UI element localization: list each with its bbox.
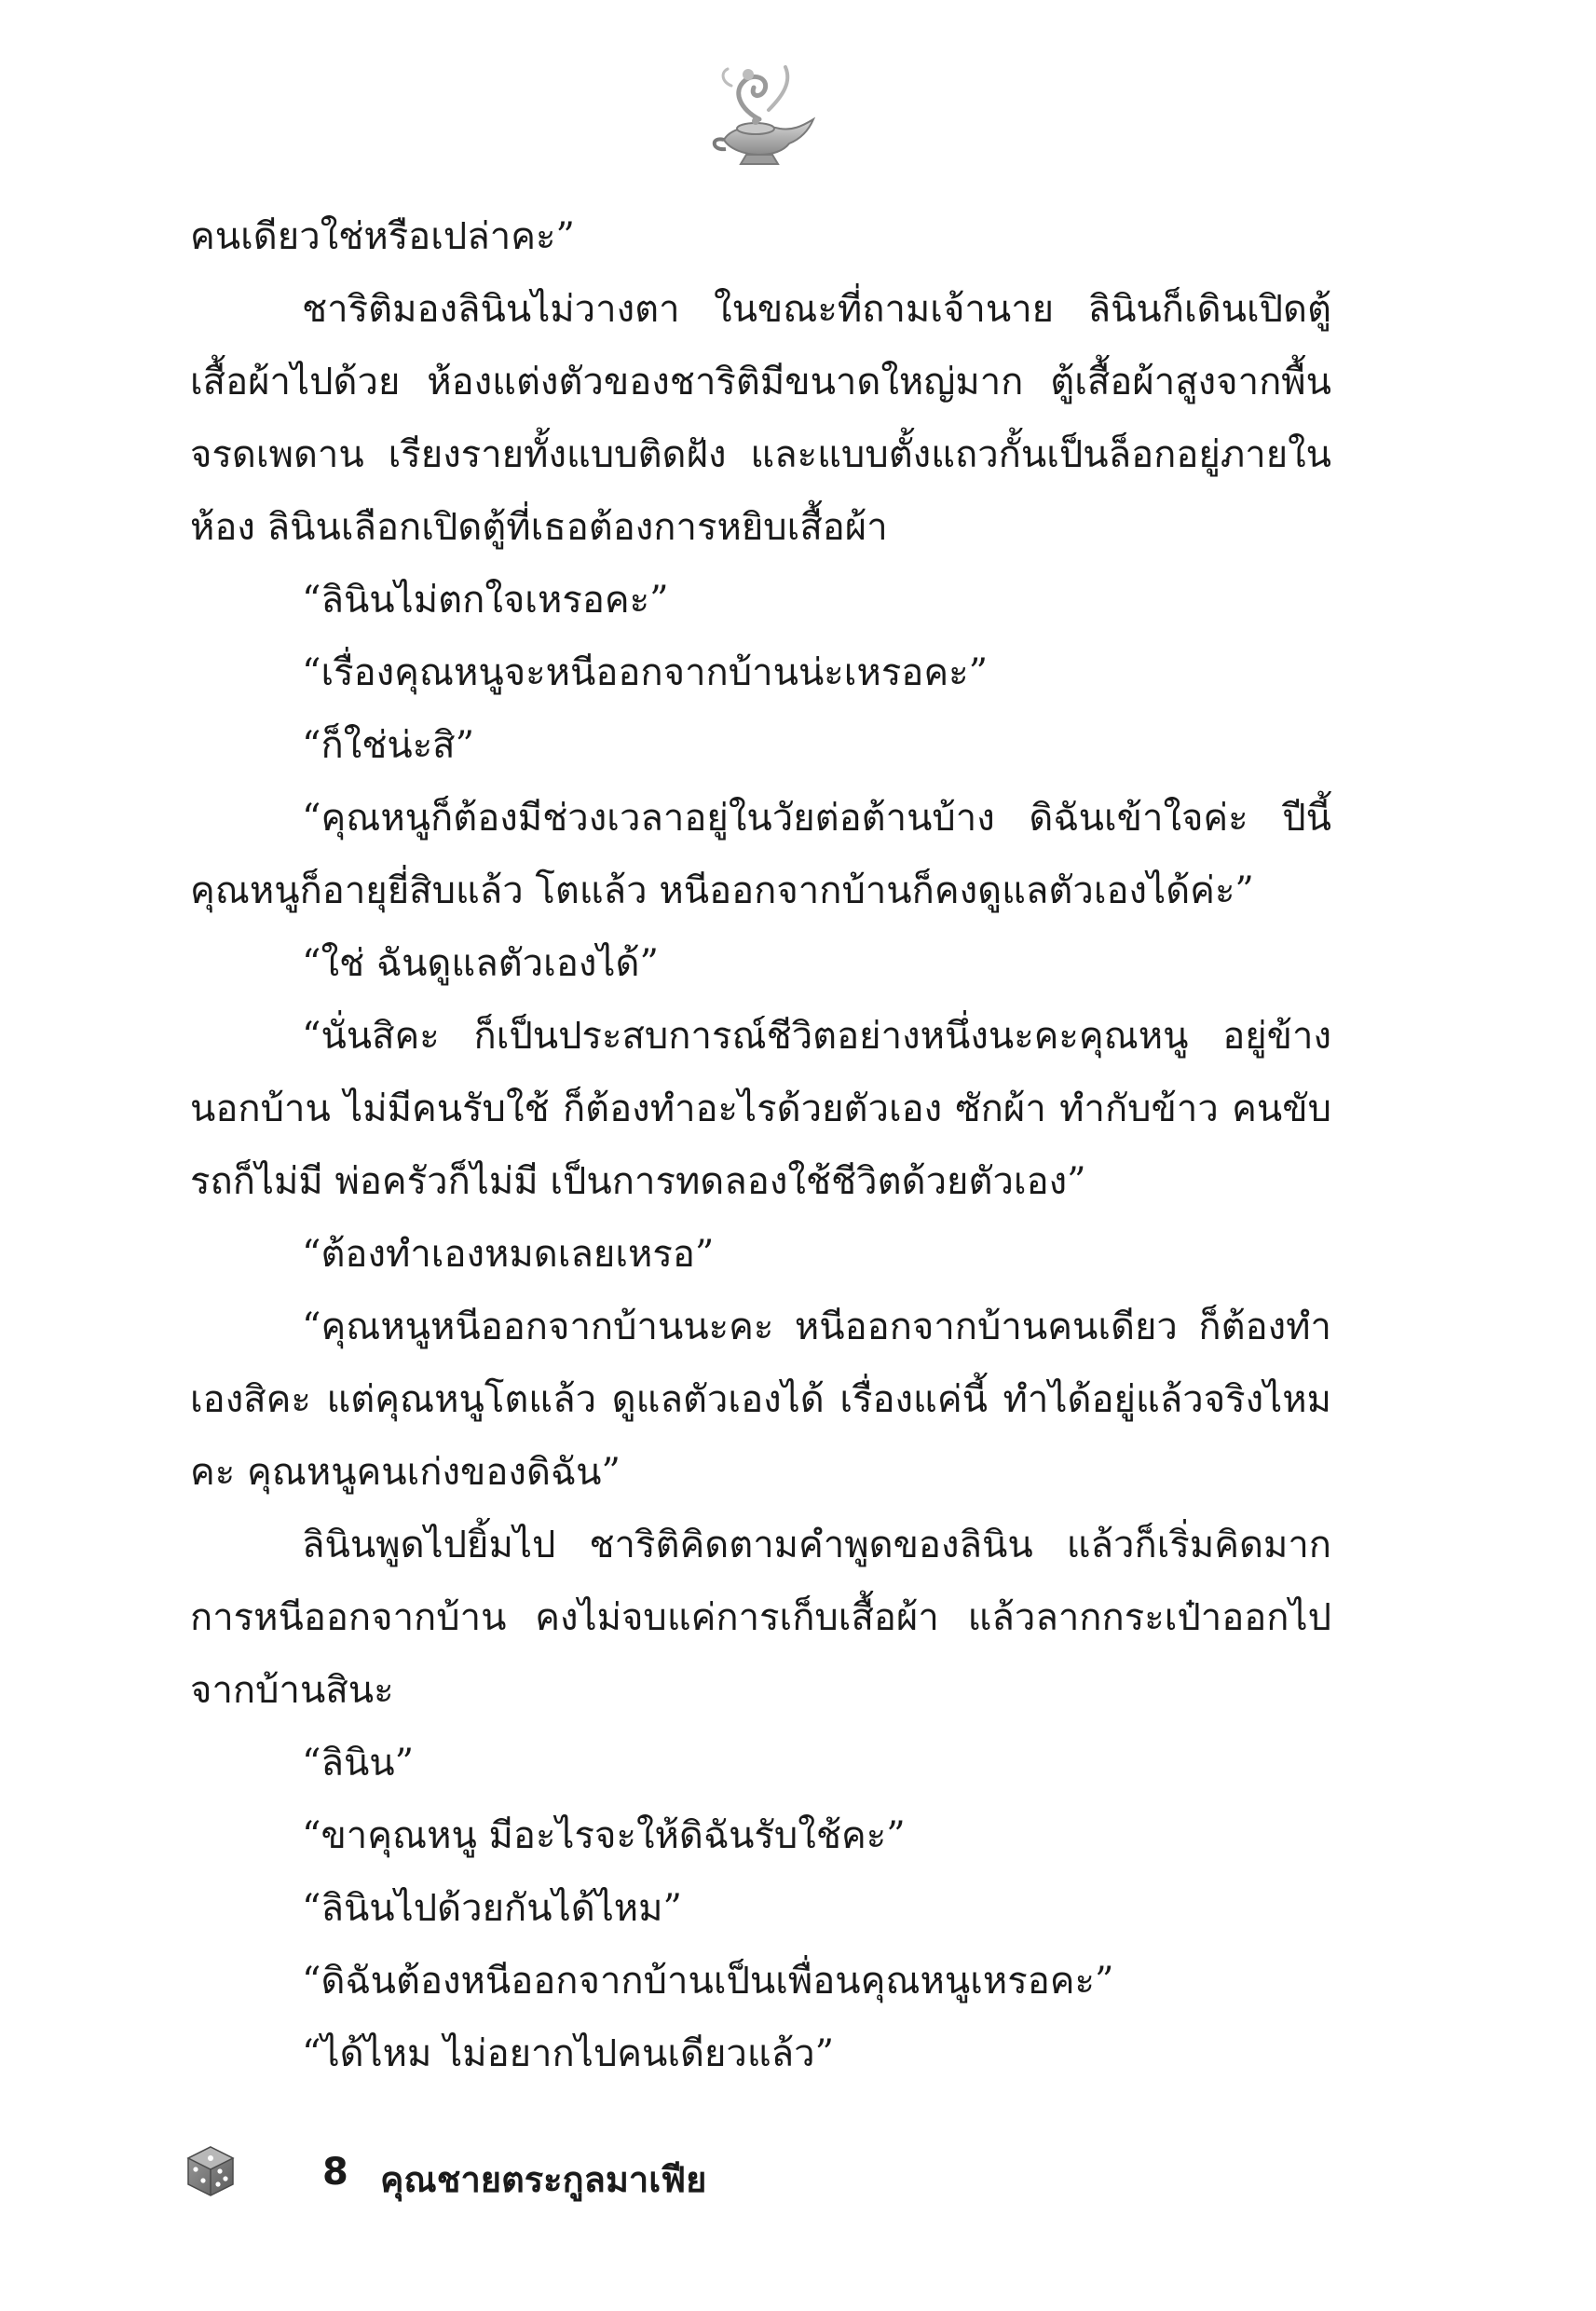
paragraph: “นั่นสิคะ ก็เป็นประสบการณ์ชีวิตอย่างหนึ่งนะคะคุณหนู อยู่ข้างนอกบ้าน ไม่มีคนรับใช้ ก็ต้องทำอะไรด้วยตัวเอง ซักผ้า ทำกับข้าว คนขับรถก็ไม่มี พ่อครัวก็ไม่มี เป็นการทดลองใช้ชีวิตด้วยตัวเอง” <box>190 1015 1331 1203</box>
paragraph: “ลินินไม่ตกใจเหรอคะ” <box>302 579 669 622</box>
page-number: 8 <box>322 2151 348 2194</box>
paragraph: “ลินิน” <box>302 1742 415 1785</box>
page-footer <box>183 2143 1394 2218</box>
paragraph: “ขาคุณหนู มีอะไรจะให้ดิฉันรับใช้คะ” <box>302 1814 906 1857</box>
paragraph: ชาริติมองลินินไม่วางตา ในขณะที่ถามเจ้านาย ลินินก็เดินเปิดตู้เสื้อผ้าไปด้วย ห้องแต่งตัวของชาริติมีขนาดใหญ่มาก ตู้เสื้อผ้าสูงจากพื้นจรดเพดาน เรียงรายทั้งแบบติดฝัง และแบบตั้งแถวกั้นเป็นล็อกอยู่ภายในห้อง ลินินเลือกเปิดตู้ที่เธอต้องการหยิบเสื้อผ้า <box>190 288 1331 549</box>
paragraph: “เรื่องคุณหนูจะหนีออกจากบ้านน่ะเหรอคะ” <box>302 651 989 694</box>
book-title: คุณชายตระกูลมาเฟีย <box>380 2159 707 2200</box>
paragraph: “ดิฉันต้องหนีออกจากบ้านเป็นเพื่อนคุณหนูเหรอคะ” <box>302 1960 1114 2003</box>
paragraph: คนเดียวใช่หรือเปล่าคะ” <box>190 215 575 258</box>
paragraph: “ต้องทำเองหมดเลยเหรอ” <box>302 1233 715 1276</box>
paragraph: “คุณหนูก็ต้องมีช่วงเวลาอยู่ในวัยต่อต้านบ้าง ดิฉันเข้าใจค่ะ ปีนี้คุณหนูก็อายุยี่สิบแล้ว โตแล้ว หนีออกจากบ้านก็คงดูแลตัวเองได้ค่ะ” <box>190 797 1331 912</box>
paragraph: “ลินินไปด้วยกันได้ไหม” <box>302 1887 682 1930</box>
paragraph: “ใช่ ฉันดูแลตัวเองได้” <box>302 942 659 985</box>
body-text <box>190 200 1331 2090</box>
paragraph: “คุณหนูหนีออกจากบ้านนะคะ หนีออกจากบ้านคนเดียว ก็ต้องทำเองสิคะ แต่คุณหนูโตแล้ว ดูแลตัวเองได้ เรื่องแค่นี้ ทำได้อยู่แล้วจริงไหมคะ คุณหนูคนเก่งของดิฉัน” <box>190 1306 1331 1494</box>
genie-lamp-icon <box>703 54 825 175</box>
paragraph: ลินินพูดไปยิ้มไป ชาริติคิดตามคำพูดของลินิน แล้วก็เริ่มคิดมากการหนีออกจากบ้าน คงไม่จบแค่การเก็บเสื้อผ้า แล้วลากกระเป๋าออกไปจากบ้านสินะ <box>190 1524 1331 1712</box>
dice-icon <box>183 2143 239 2199</box>
paragraph: “ได้ไหม ไม่อยากไปคนเดียวแล้ว” <box>302 2032 835 2075</box>
paragraph: “ก็ใช่น่ะสิ” <box>302 724 475 767</box>
